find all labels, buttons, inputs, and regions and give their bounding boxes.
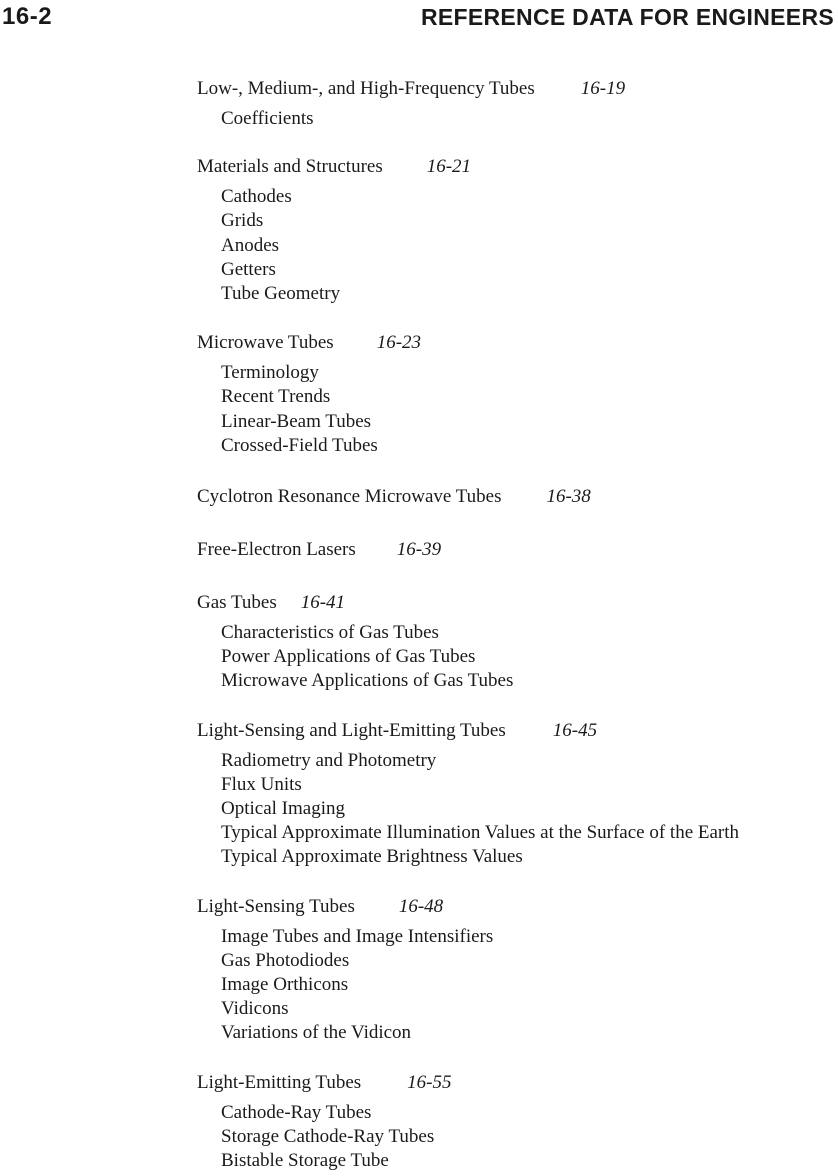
list-item: Bistable Storage Tube (221, 1150, 389, 1172)
section-page-number: 16-41 (300, 592, 346, 614)
table-of-contents (197, 76, 833, 1173)
section-title-text: Free-Electron Lasers (197, 539, 356, 561)
section-title (197, 330, 833, 356)
list-item: Tube Geometry (221, 283, 341, 305)
subitem-list (221, 361, 833, 458)
list-item: Cathode-Ray Tubes (221, 1101, 372, 1123)
section-title-text: Materials and Structures (197, 156, 383, 178)
list-item: Flux Units (221, 773, 302, 795)
section-page-number: 16-39 (396, 539, 442, 561)
list-item: Grids (221, 210, 264, 232)
section-title (197, 537, 833, 563)
toc-section (197, 1070, 833, 1174)
section-title (197, 894, 833, 920)
list-item: Variations of the Vidicon (221, 1022, 412, 1044)
subitem-list (221, 185, 833, 306)
list-item: Getters (221, 258, 276, 280)
page-number: 16-2 (2, 3, 53, 30)
list-item: Cathodes (221, 186, 292, 208)
toc-section (197, 330, 833, 458)
page-header (0, 2, 838, 32)
section-page-number: 16-21 (426, 156, 472, 178)
list-item: Optical Imaging (221, 798, 345, 820)
section-page-number: 16-45 (552, 719, 598, 741)
subitem-list (221, 621, 833, 694)
section-title (197, 590, 833, 616)
section-title-text: Light-Sensing and Light-Emitting Tubes (197, 719, 506, 741)
list-item: Typical Approximate Brightness Values (221, 846, 523, 868)
subitem-list (221, 925, 833, 1046)
list-item: Image Tubes and Image Intensifiers (221, 925, 494, 947)
section-title-text: Gas Tubes (197, 592, 277, 614)
section-title (197, 76, 833, 102)
list-item: Coefficients (221, 108, 314, 129)
list-item: Vidicons (221, 998, 289, 1020)
toc-section (197, 718, 833, 870)
list-item: Gas Photodiodes (221, 949, 350, 971)
section-page-number: 16-23 (376, 332, 422, 354)
section-title (197, 154, 833, 180)
section-page-number: 16-48 (398, 895, 444, 917)
list-item: Characteristics of Gas Tubes (221, 622, 439, 644)
subitem-list (221, 107, 833, 131)
list-item: Recent Trends (221, 386, 331, 408)
list-item: Radiometry and Photometry (221, 749, 437, 771)
section-page-number: 16-19 (580, 78, 626, 99)
list-item: Anodes (221, 234, 280, 256)
toc-section (197, 76, 833, 131)
section-title (197, 484, 833, 510)
toc-section (197, 484, 833, 510)
list-item: Storage Cathode-Ray Tubes (221, 1125, 435, 1147)
subitem-list (221, 749, 833, 870)
section-page-number: 16-55 (407, 1071, 452, 1093)
list-item: Typical Approximate Illumination Values at the Surface of the Earth (221, 822, 740, 844)
section-title-text: Cyclotron Resonance Microwave Tubes (197, 486, 502, 508)
list-item: Linear-Beam Tubes (221, 410, 372, 432)
section-title (197, 718, 833, 744)
list-item: Power Applications of Gas Tubes (221, 646, 476, 668)
toc-section (197, 894, 833, 1046)
toc-section (197, 154, 833, 306)
section-title-text: Light-Emitting Tubes (197, 1071, 362, 1093)
list-item: Crossed-Field Tubes (221, 434, 378, 456)
section-page-number: 16-38 (546, 486, 591, 508)
toc-section (197, 590, 833, 694)
section-title-text: Microwave Tubes (197, 332, 334, 354)
list-item: Microwave Applications of Gas Tubes (221, 670, 514, 692)
section-title (197, 1070, 833, 1096)
running-head: REFERENCE DATA FOR ENGINEERS (420, 4, 834, 30)
list-item: Terminology (221, 362, 319, 384)
section-title-text: Light-Sensing Tubes (197, 895, 355, 917)
subitem-list (221, 1101, 833, 1174)
toc-section (197, 537, 833, 563)
section-title-text: Low-, Medium-, and High-Frequency Tubes (197, 78, 535, 99)
list-item: Image Orthicons (221, 974, 349, 996)
